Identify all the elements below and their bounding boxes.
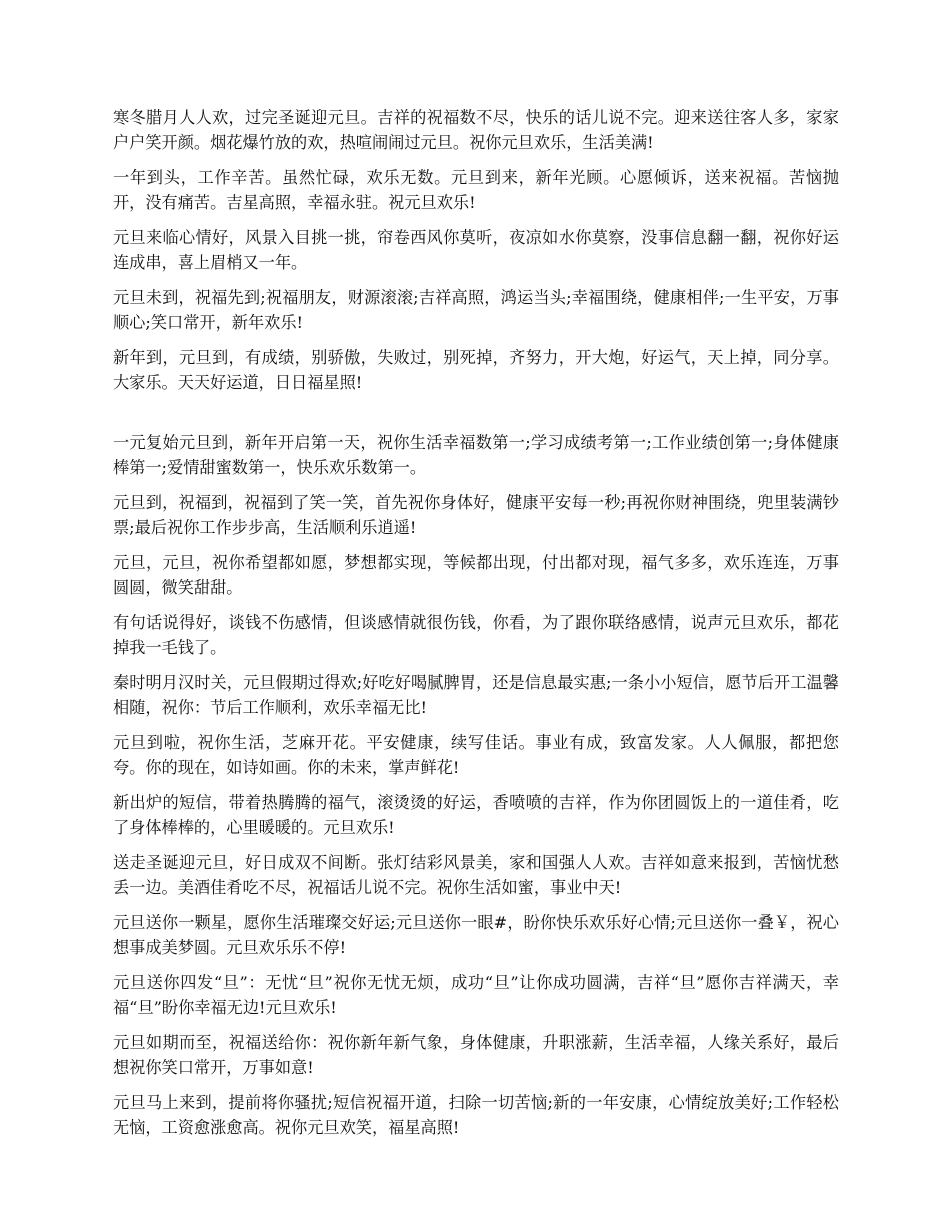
paragraph: 一元复始元旦到，新年开启第一天，祝你生活幸福数第一;学习成绩考第一;工作业绩创第一;身体健康棒第一;爱情甜蜜数第一，快乐欢乐数第一。 (113, 433, 839, 477)
section-gap (113, 405, 839, 430)
paragraph: 元旦送你一颗星，愿你生活璀璨交好运;元旦送你一眼#，盼你快乐欢乐好心情;元旦送你一叠￥，祝心想事成美梦圆。元旦欢乐乐不停! (113, 913, 839, 957)
paragraph: 送走圣诞迎元旦，好日成双不间断。张灯结彩风景美，家和国强人人欢。吉祥如意来报到，苦恼忧愁丢一边。美酒佳肴吃不尽，祝福话儿说不完。祝你生活如蜜，事业中天! (113, 853, 839, 897)
paragraph: 元旦来临心情好，风景入目挑一挑，帘卷西风你莫听，夜凉如水你莫察，没事信息翻一翻，祝你好运连成串，喜上眉梢又一年。 (113, 228, 839, 272)
paragraph: 秦时明月汉时关，元旦假期过得欢;好吃好喝腻脾胃，还是信息最实惠;一条小小短信，愿节后开工温馨相随，祝你：节后工作顺利，欢乐幸福无比! (113, 673, 839, 717)
paragraph: 元旦未到，祝福先到;祝福朋友，财源滚滚;吉祥高照，鸿运当头;幸福围绕，健康相伴;一生平安，万事顺心;笑口常开，新年欢乐! (113, 288, 839, 332)
document-body (113, 105, 839, 1150)
paragraph: 有句话说得好，谈钱不伤感情，但谈感情就很伤钱，你看，为了跟你联络感情，说声元旦欢乐，都花掉我一毛钱了。 (113, 613, 839, 657)
paragraph: 新年到，元旦到，有成绩，别骄傲，失败过，别死掉，齐努力，开大炮，好运气，天上掉，同分享。大家乐。天天好运道，日日福星照! (113, 348, 839, 392)
paragraph: 元旦到，祝福到，祝福到了笑一笑，首先祝你身体好，健康平安每一秒;再祝你财神围绕，兜里装满钞票;最后祝你工作步步高，生活顺利乐逍遥! (113, 493, 839, 537)
paragraph: 元旦马上来到，提前将你骚扰;短信祝福开道，扫除一切苦恼;新的一年安康，心情绽放美好;工作轻松无恼，工资愈涨愈高。祝你元旦欢笑，福星高照! (113, 1093, 839, 1137)
paragraph: 寒冬腊月人人欢，过完圣诞迎元旦。吉祥的祝福数不尽，快乐的话儿说不完。迎来送往客人多，家家户户笑开颜。烟花爆竹放的欢，热喧闹闹过元旦。祝你元旦欢乐，生活美满! (113, 108, 839, 152)
paragraph: 元旦送你四发“旦”：无忧“旦”祝你无忧无烦，成功“旦”让你成功圆满，吉祥“旦”愿你吉祥满天，幸福“旦”盼你幸福无边!元旦欢乐! (113, 973, 839, 1017)
paragraph: 新出炉的短信，带着热腾腾的福气，滚烫烫的好运，香喷喷的吉祥，作为你团圆饭上的一道佳肴，吃了身体棒棒的，心里暖暖的。元旦欢乐! (113, 793, 839, 837)
paragraph: 一年到头，工作辛苦。虽然忙碌，欢乐无数。元旦到来，新年光顾。心愿倾诉，送来祝福。苦恼抛开，没有痛苦。吉星高照，幸福永驻。祝元旦欢乐! (113, 168, 839, 212)
paragraph: 元旦，元旦，祝你希望都如愿，梦想都实现，等候都出现，付出都对现，福气多多，欢乐连连，万事圆圆，微笑甜甜。 (113, 553, 839, 597)
paragraph: 元旦到啦，祝你生活，芝麻开花。平安健康，续写佳话。事业有成，致富发家。人人佩服，都把您夸。你的现在，如诗如画。你的未来，掌声鲜花! (113, 733, 839, 777)
paragraph: 元旦如期而至，祝福送给你：祝你新年新气象，身体健康，升职涨薪，生活幸福，人缘关系好，最后想祝你笑口常开，万事如意! (113, 1033, 839, 1077)
